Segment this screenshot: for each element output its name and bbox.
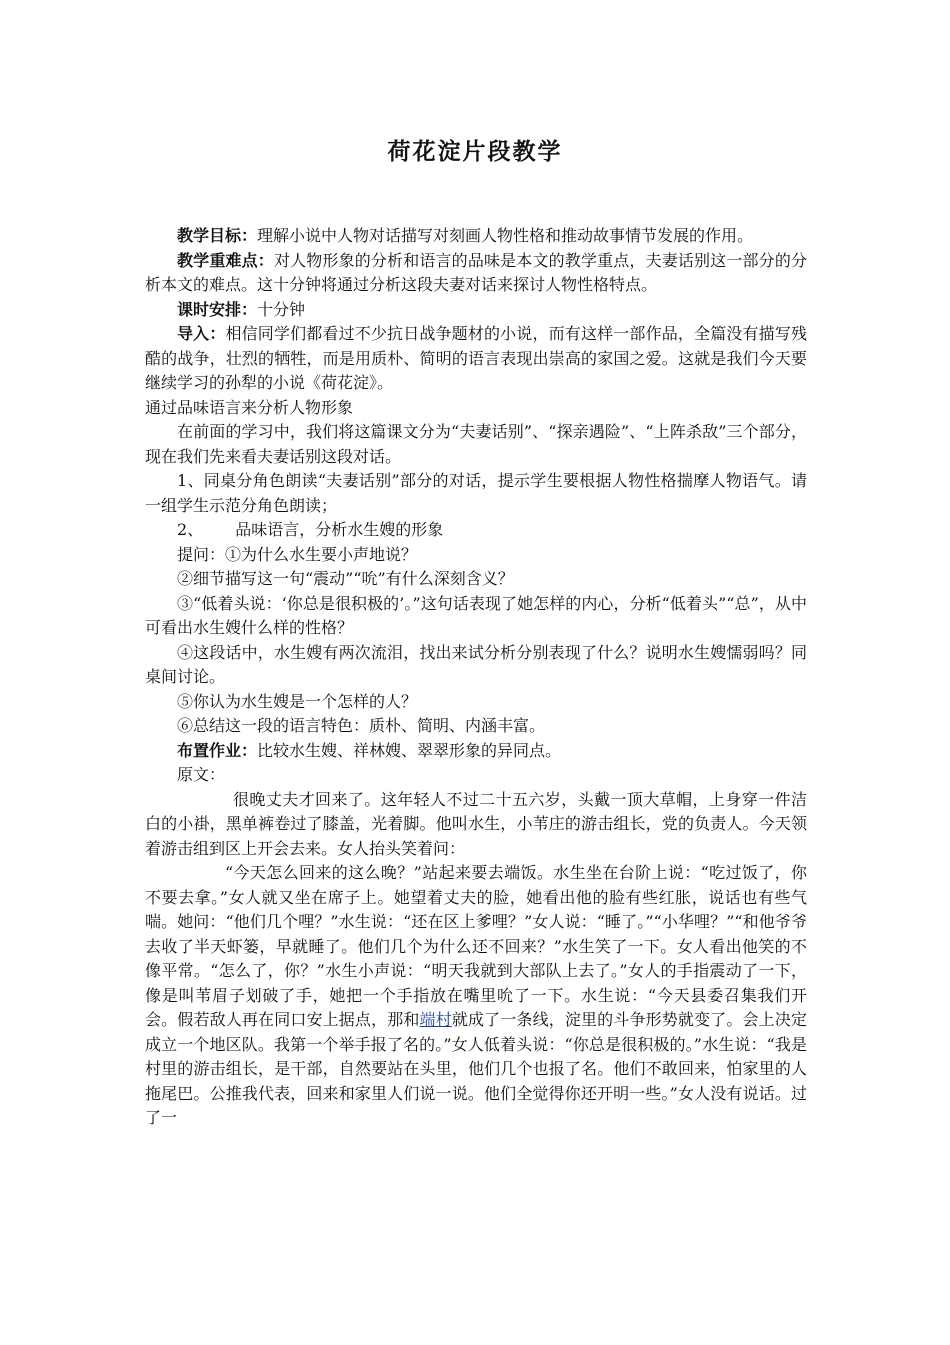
step-2-paragraph xyxy=(145,518,807,543)
original-paragraph-1: 很晚丈夫才回来了。这年轻人不过二十五六岁，头戴一顶大草帽，上身穿一件洁白的小褂，黑单裤卷过了膝盖，光着脚。他叫水生，小苇庄的游击组长，党的负责人。今天领着游击组到区上开会去来。女人抬头笑着问： xyxy=(145,789,807,858)
intro-label: 导入： xyxy=(177,324,226,343)
difficulty-paragraph xyxy=(145,249,807,298)
teaching-goal-text: 理解小说中人物对话描写对刻画人物性格和推动故事情节发展的作用。 xyxy=(257,226,754,245)
teaching-goal-label: 教学目标： xyxy=(177,226,258,245)
section-heading: 通过品味语言来分析人物形象 xyxy=(145,397,354,417)
teaching-goal-paragraph xyxy=(145,224,807,249)
question-4: ④这段话中，水生嫂有两次流泪，找出来试分析分别表现了什么？说明水生嫂懦弱吗？同桌间讨论。 xyxy=(145,642,807,686)
question-5: ⑤你认为水生嫂是一个怎样的人？ xyxy=(177,691,418,711)
schedule-label: 课时安排： xyxy=(177,299,258,319)
original-paragraph-2 xyxy=(145,861,807,1131)
duancun-link[interactable]: 端村 xyxy=(419,1010,452,1029)
homework-label: 布置作业： xyxy=(177,740,258,760)
original-label: 原文： xyxy=(177,765,226,784)
step-2-number: 2、 xyxy=(177,520,204,539)
step-2-text: 品味语言，分析水生嫂的形象 xyxy=(235,520,444,539)
difficulty-text: 对人物形象的分析和语言的品味是本文的教学重点，夫妻话别这一部分的分析本文的难点。这十分钟将通过分析这段夫妻对话来探讨人物性格特点。 xyxy=(145,250,807,294)
step-1-paragraph: 1、同桌分角色朗读“夫妻话别”部分的对话，提示学生要根据人物性格揣摩人物语气。请一组学生示范分角色朗读； xyxy=(145,471,807,515)
intro-text: 相信同学们都看过不少抗日战争题材的小说，而有这样一部作品，全篇没有描写残酷的战争，壮烈的牺牲，而是用质朴、简明的语言表现出崇高的家国之爱。这就是我们今天要继续学习的孙犁的小说《荷花淀》。 xyxy=(145,324,807,392)
original-p2-text-after: 就成了一条线，淀里的斗争形势就变了。会上决定成立一个地区队。我第一个举手报了名的。”女人低着头说：“你总是很积极的。”水生说：“我是村里的游击组长，是干部，自然要站在头里，他们几个也报了名。他们不敢回来，怕家里的人拖尾巴。公推我代表，回来和家里人们说一说。他们全觉得你还开明一些。”女人没有说话。过了一 xyxy=(145,1010,807,1127)
homework-text: 比较水生嫂、祥林嫂、翠翠形象的异同点。 xyxy=(257,740,562,760)
schedule-text: 十分钟 xyxy=(257,299,306,319)
question-3: ③“低着头说：‘你总是很积极的’。”这句话表现了她怎样的内心，分析“低着头”“总”，从中可看出水生嫂什么样的性格？ xyxy=(145,593,807,637)
schedule-paragraph xyxy=(145,298,807,323)
question-6: ⑥总结这一段的语言特色：质朴、简明、内涵丰富。 xyxy=(177,716,546,735)
page-title: 荷花淀片段教学 xyxy=(387,139,563,165)
homework-paragraph xyxy=(145,739,807,764)
sections-paragraph: 在前面的学习中，我们将这篇课文分为“夫妻话别”、“探亲遇险”、“上阵杀敌”三个部分，现在我们先来看夫妻话别这段对话。 xyxy=(145,422,807,466)
document-body xyxy=(145,224,807,1131)
question-1: 提问：①为什么水生要小声地说？ xyxy=(177,544,418,564)
question-2: ②细节描写这一句“震动”“吮”有什么深刻含义？ xyxy=(177,569,514,588)
difficulty-label: 教学重难点： xyxy=(177,250,274,270)
intro-paragraph xyxy=(145,322,807,396)
original-p2-text-before: “今天怎么回来的这么晚？”站起来要去端饭。水生坐在台阶上说：“吃过饭了，你不要去拿。”女人就又坐在席子上。她望着丈夫的脸，她看出他的脸有些红胀，说话也有些气喘。她问：“他们几个哩？”水生说：“还在区上爹哩？”女人说：“睡了。”“小华哩？”“和他爷爷去收了半天虾篓，早就睡了。他们几个为什么还不回来？”水生笑了一下。女人看出他笑的不像平常。“怎么了，你？”水生小声说：“明天我就到大部队上去了。”女人的手指震动了一下，像是叫苇眉子划破了手，她把一个手指放在嘴里吮了一下。水生说：“今天县委召集我们开会。假若敌人再在同口安上据点，那和 xyxy=(145,863,807,1029)
